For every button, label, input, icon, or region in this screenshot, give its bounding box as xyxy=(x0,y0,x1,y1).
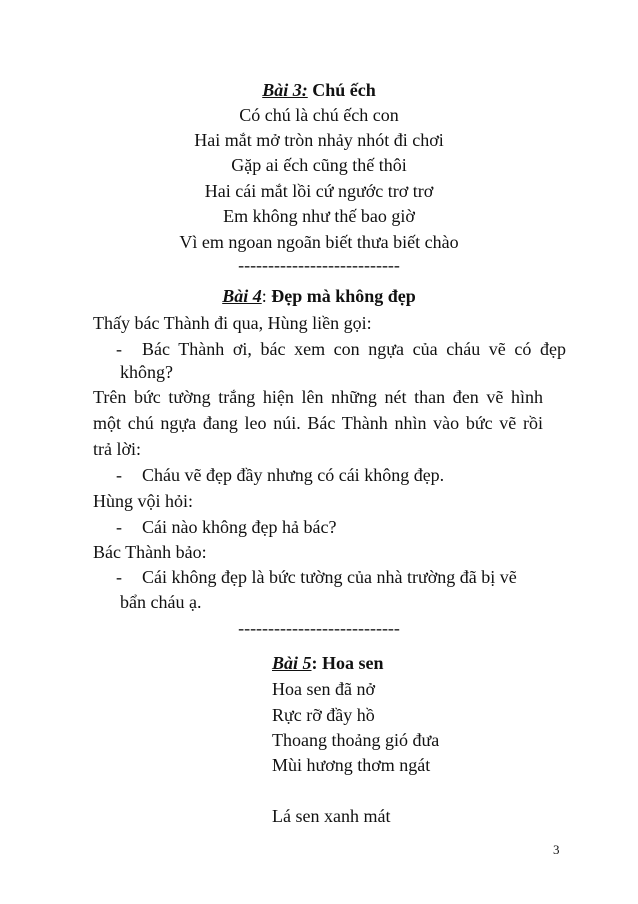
bai4-dialogue-2 xyxy=(93,463,444,487)
bai5-line-1: Hoa sen đã nở xyxy=(272,679,375,699)
bai3-title: Chú ếch xyxy=(312,80,376,100)
bai3-line-4: Hai cái mắt lồi cứ ngước trơ trơ xyxy=(204,181,434,201)
bai4-dialogue-1 xyxy=(93,337,566,361)
bai5-number: Bài 5 xyxy=(272,653,312,673)
page-number: 3 xyxy=(553,842,560,857)
bai5-heading xyxy=(272,651,384,675)
dash-marker: - xyxy=(116,517,122,537)
bai4-paragraph-2-line-2: một chú ngựa đang leo núi. Bác Thành nhìn vào bức vẽ rồi xyxy=(93,413,543,433)
bai3-line-3: Gặp ai ếch cũng thế thôi xyxy=(231,155,407,175)
bai4-paragraph-1: Thấy bác Thành đi qua, Hùng liền gọi: xyxy=(93,313,372,333)
dash-marker: - xyxy=(116,567,122,587)
bai4-colon: : xyxy=(261,286,267,306)
bai5-line-2: Rực rỡ đầy hồ xyxy=(272,705,375,725)
bai4-dialogue-4-cont: bẩn cháu ạ. xyxy=(120,592,202,612)
dash-marker: - xyxy=(116,465,122,485)
bai5-title: : Hoa sen xyxy=(311,653,384,673)
bai3-line-2: Hai mắt mở tròn nhảy nhót đi chơi xyxy=(194,130,444,150)
bai4-dialogue-2-text: Cháu vẽ đẹp đầy nhưng có cái không đẹp. xyxy=(142,465,445,485)
bai4-paragraph-2-line-1: Trên bức tường trắng hiện lên những nét than đen vẽ hình xyxy=(93,387,543,407)
bai4-dialogue-3 xyxy=(93,515,336,539)
bai4-dialogue-3-text: Cái nào không đẹp hả bác? xyxy=(142,517,337,537)
bai4-title: Đẹp mà không đẹp xyxy=(271,286,416,306)
bai4-paragraph-2-line-3: trả lời: xyxy=(93,439,142,459)
bai4-dialogue-1-cont: không? xyxy=(120,362,173,382)
bai3-line-6: Vì em ngoan ngoãn biết thưa biết chào xyxy=(179,232,459,252)
bai4-dialogue-1-text: Bác Thành ơi, bác xem con ngựa của cháu vẽ có đẹp xyxy=(142,339,566,359)
bai4-dialogue-4 xyxy=(93,565,517,589)
bai5-line-4: Mùi hương thơm ngát xyxy=(272,755,431,775)
bai4-dialogue-4-text: Cái không đẹp là bức tường của nhà trường đã bị vẽ xyxy=(142,567,517,587)
bai3-line-5: Em không như thế bao giờ xyxy=(223,206,415,226)
bai3-line-1: Có chú là chú ếch con xyxy=(239,105,399,125)
dash-marker: - xyxy=(116,339,122,359)
bai4-number: Bài 4 xyxy=(222,286,262,306)
bai3-separator: --------------------------- xyxy=(238,255,400,275)
bai4-heading xyxy=(0,284,638,308)
bai5-line-3: Thoang thoảng gió đưa xyxy=(272,730,440,750)
bai4-separator: --------------------------- xyxy=(238,618,400,638)
bai5-line-6: Lá sen xanh mát xyxy=(272,806,391,826)
bai4-paragraph-3: Hùng vội hỏi: xyxy=(93,491,194,511)
bai4-paragraph-4: Bác Thành bảo: xyxy=(93,542,207,562)
bai3-heading xyxy=(0,78,638,102)
bai3-number: Bài 3: xyxy=(262,80,308,100)
